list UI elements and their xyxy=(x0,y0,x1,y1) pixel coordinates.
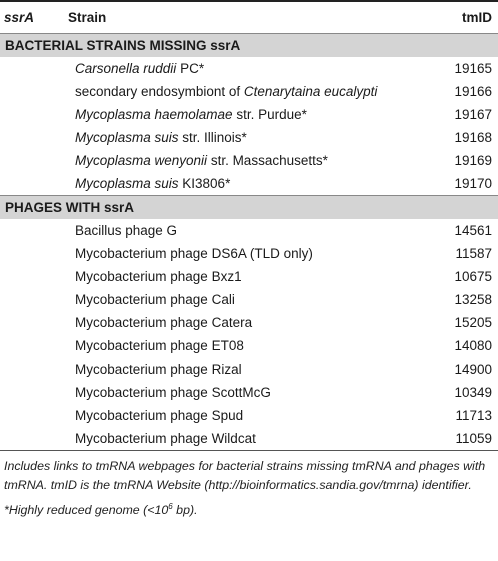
ssra-cell xyxy=(0,404,68,427)
section-title: BACTERIAL STRAINS MISSING ssrA xyxy=(0,33,498,57)
table-header-row xyxy=(0,1,498,33)
footnote-asterisk xyxy=(4,497,492,520)
tmid-cell: 14900 xyxy=(454,361,492,377)
table-row xyxy=(0,219,498,242)
footnote-asterisk-exponent: 6 xyxy=(168,501,173,511)
ssra-cell xyxy=(0,265,68,288)
ssra-cell xyxy=(0,358,68,381)
ssra-cell xyxy=(0,149,68,172)
table-row xyxy=(0,288,498,311)
ssra-cell xyxy=(0,288,68,311)
tmid-cell: 11587 xyxy=(455,246,492,262)
table-row xyxy=(0,381,498,404)
tmid-cell: 15205 xyxy=(454,315,492,331)
tmid-cell: 11713 xyxy=(455,407,492,423)
ssra-cell xyxy=(0,381,68,404)
strain-cell: secondary endosymbiont of Ctenarytaina eucalypti xyxy=(75,83,378,99)
tmid-cell: 19166 xyxy=(454,83,492,99)
table-row xyxy=(0,103,498,126)
header-ssra: ssrA xyxy=(0,1,68,33)
strain-cell: Mycobacterium phage ScottMcG xyxy=(75,384,271,400)
ssra-cell xyxy=(0,242,68,265)
table-row xyxy=(0,172,498,196)
ssra-cell xyxy=(0,57,68,80)
strain-cell: Mycobacterium phage Wildcat xyxy=(68,427,442,451)
table-row xyxy=(0,149,498,172)
tmid-cell: 14080 xyxy=(454,338,492,354)
table-row xyxy=(0,358,498,381)
section-header-row xyxy=(0,195,498,219)
ssra-cell xyxy=(0,311,68,334)
header-strain: Strain xyxy=(68,1,442,33)
tmid-cell: 11059 xyxy=(442,427,498,451)
table-row xyxy=(0,57,498,80)
section-title: PHAGES WITH ssrA xyxy=(0,195,498,219)
ssra-cell xyxy=(0,427,68,451)
table-row xyxy=(0,404,498,427)
table-row xyxy=(0,427,498,451)
ssra-cell xyxy=(0,219,68,242)
tmid-cell: 10349 xyxy=(454,384,492,400)
tmid-cell: 19167 xyxy=(454,106,492,122)
table-row xyxy=(0,311,498,334)
ssra-cell xyxy=(0,172,68,196)
strain-cell: Mycobacterium phage ET08 xyxy=(75,338,244,354)
tmid-cell: 19170 xyxy=(454,175,492,191)
strain-cell: Mycobacterium phage Cali xyxy=(75,292,235,308)
ssra-cell xyxy=(0,103,68,126)
footnote-asterisk-suffix: bp). xyxy=(172,502,198,517)
ssra-cell xyxy=(0,126,68,149)
strain-cell: Bacillus phage G xyxy=(75,223,178,239)
table-body xyxy=(0,33,498,450)
ssra-cell xyxy=(0,80,68,103)
footnote-main: Includes links to tmRNA webpages for bacterial strains missing tmRNA and phages with tmRNA. tmID is the tmRNA Website (http://bioinformatics.sandia.gov/tmrna) identifier. xyxy=(4,458,486,492)
footnote-asterisk-prefix: *Highly reduced genome (<10 xyxy=(4,502,169,517)
tmid-cell: 19169 xyxy=(454,152,492,168)
table-row xyxy=(0,126,498,149)
strain-cell: Carsonella ruddii PC* xyxy=(75,60,205,76)
strain-cell: Mycoplasma suis str. Illinois* xyxy=(75,129,247,145)
table-row xyxy=(0,80,498,103)
strain-cell: Mycobacterium phage Catera xyxy=(75,315,253,331)
tmid-cell: 19168 xyxy=(454,129,492,145)
tmid-cell: 19165 xyxy=(454,60,492,76)
strain-cell: Mycobacterium phage Bxz1 xyxy=(75,269,242,285)
table-footnote xyxy=(0,451,498,520)
strain-cell: Mycoplasma suis KI3806* xyxy=(75,175,231,191)
tmid-cell: 13258 xyxy=(454,292,492,308)
section-header-row xyxy=(0,33,498,57)
strain-cell: Mycobacterium phage Rizal xyxy=(75,361,242,377)
tmid-cell: 10675 xyxy=(454,269,492,285)
header-tmid: tmID xyxy=(442,1,498,33)
strain-cell: Mycobacterium phage DS6A (TLD only) xyxy=(75,246,313,262)
table-row xyxy=(0,265,498,288)
strain-cell: Mycoplasma haemolamae str. Purdue* xyxy=(75,106,307,122)
strain-cell: Mycoplasma wenyonii str. Massachusetts* xyxy=(75,152,328,168)
table-row xyxy=(0,334,498,357)
tmid-cell: 14561 xyxy=(454,223,492,239)
ssra-cell xyxy=(0,334,68,357)
strain-cell: Mycobacterium phage Spud xyxy=(75,407,244,423)
table-row xyxy=(0,242,498,265)
